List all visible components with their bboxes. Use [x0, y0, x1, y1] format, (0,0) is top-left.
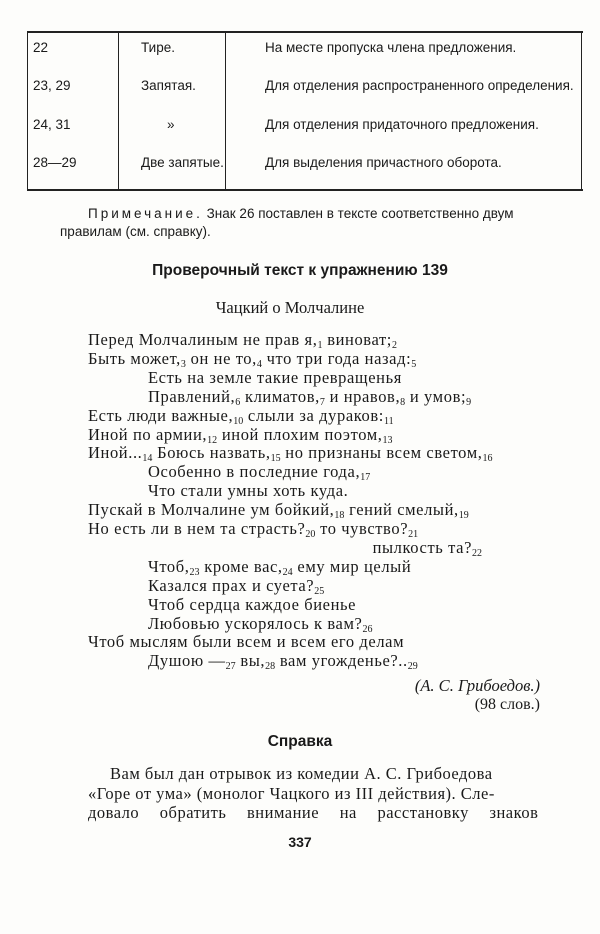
punctuation-mark-number: 11 — [383, 415, 394, 427]
poem-text: то чувство? — [315, 519, 409, 538]
punctuation-mark-number: 24 — [282, 566, 293, 578]
punctuation-mark-number: 22 — [472, 547, 482, 559]
punctuation-mark-number: 18 — [334, 510, 345, 522]
note-text-cont: правилам (см. справку). — [60, 224, 211, 239]
poem-text: Чтоб сердца каждое биенье — [148, 594, 357, 614]
page-number: 337 — [288, 834, 312, 850]
poem-text: Но есть ли в нем та страсть? — [88, 519, 306, 538]
punctuation-mark-number: 23 — [189, 566, 200, 578]
punctuation-mark-number: 8 — [400, 396, 406, 408]
poem-text: что три года назад: — [261, 348, 412, 368]
poem-line — [88, 519, 418, 540]
table-border — [581, 33, 582, 189]
poem-text: Казался прах и суета? — [148, 575, 315, 595]
poem-line — [88, 500, 469, 521]
punctuation-mark-number: 21 — [408, 529, 419, 540]
column-divider — [118, 33, 119, 189]
poem-line — [373, 538, 482, 559]
rule: Для отделения придаточного предложения. — [265, 117, 539, 132]
punctuation-mark-number: 7 — [319, 396, 325, 408]
poem-text: Пускай в Молчалине ум бойкий, — [88, 500, 335, 520]
poem-text: Чтоб мыслям были всем и всем его делам — [88, 632, 405, 652]
poem-text: и умов; — [405, 386, 467, 406]
poem-line — [148, 651, 418, 672]
poem-line — [88, 406, 394, 427]
column-divider — [225, 33, 226, 189]
poem-text: Есть люди важные, — [88, 405, 234, 425]
poem-text: Особенно в последние года, — [148, 462, 361, 482]
punctuation-mark-number: 3 — [180, 358, 186, 370]
poem-text: климатов, — [240, 386, 320, 406]
poem-text: Перед Молчалиным не прав я, — [88, 330, 318, 349]
poem-text: Быть может, — [88, 348, 181, 368]
note-label: Примечание. — [88, 206, 203, 221]
punctuation-mark-number: 28 — [265, 661, 276, 673]
punctuation-mark-number: 25 — [314, 585, 325, 597]
poem-line — [148, 557, 411, 578]
punctuation-mark-number: 2 — [391, 340, 397, 351]
poem-text: Боюсь назвать, — [152, 443, 271, 463]
poem-line — [148, 576, 324, 597]
reference-line: довало обратить внимание на расстановку знаков — [88, 803, 539, 822]
poem-text: и нравов, — [324, 386, 401, 406]
poem-text: Иной... — [88, 443, 143, 463]
poem-text: виноват; — [322, 330, 392, 349]
note-text: Знак 26 поставлен в тексте соответственно двум — [206, 206, 514, 221]
poem-line — [148, 481, 348, 501]
sign-type: Две запятые. — [141, 155, 224, 170]
poem-text: вам угожденье?.. — [275, 651, 408, 671]
poem-text: Любовью ускорялось к вам? — [148, 613, 363, 633]
poem-text: ему мир целый — [292, 556, 412, 576]
poem-line — [88, 425, 393, 446]
punctuation-mark-number: 12 — [207, 434, 218, 446]
rule: Для отделения распространенного определения. — [265, 78, 574, 93]
punctuation-mark-number: 29 — [407, 661, 418, 673]
poem-text: кроме вас, — [199, 556, 283, 576]
punctuation-mark-number: 14 — [142, 453, 153, 465]
punctuation-mark-number: 27 — [225, 661, 236, 673]
punctuation-mark-number: 15 — [270, 453, 281, 465]
poem-text: он не то, — [185, 348, 257, 368]
rule: На месте пропуска члена предложения. — [265, 40, 517, 55]
punctuation-mark-number: 13 — [382, 434, 393, 446]
poem-text: Есть на земле такие превращенья — [148, 367, 402, 387]
poem-line — [88, 349, 416, 370]
poem-text: слыли за дураков: — [243, 405, 384, 425]
punctuation-mark-number: 4 — [256, 358, 262, 370]
punctuation-mark-number: 20 — [305, 529, 316, 540]
punctuation-mark-number: 1 — [317, 340, 323, 351]
poem-text: Что стали умны хоть куда. — [148, 481, 349, 501]
note — [88, 206, 514, 221]
poem-line — [148, 368, 402, 388]
poem-line — [88, 632, 404, 652]
poem-line — [148, 462, 370, 483]
poem-author: (А. С. Грибоедов.) — [414, 676, 540, 695]
poem-text: Правлений, — [148, 386, 236, 406]
poem-line — [88, 443, 492, 464]
punctuation-mark-number: 26 — [362, 623, 373, 635]
poem-text: Чтоб, — [148, 556, 190, 576]
sign-type: Запятая. — [141, 78, 196, 93]
punctuation-mark-number: 6 — [235, 396, 241, 408]
rule: Для выделения причастного оборота. — [265, 155, 502, 170]
exercise-heading: Проверочный текст к упражнению 139 — [152, 262, 448, 279]
sign-number: 28—29 — [33, 155, 77, 170]
word-count: (98 слов.) — [474, 696, 540, 713]
poem-text: пылкость та? — [372, 537, 472, 557]
punctuation-mark-number: 5 — [411, 358, 417, 370]
poem-text: Иной по армии, — [88, 424, 208, 444]
poem-line — [148, 595, 356, 615]
poem-text: гений смелый, — [344, 500, 459, 520]
punctuation-mark-number: 9 — [466, 396, 472, 408]
reference-heading: Справка — [267, 733, 333, 750]
sign-type: » — [167, 117, 175, 132]
poem-line — [88, 330, 397, 351]
sign-number: 24, 31 — [33, 117, 71, 132]
poem-line — [148, 387, 471, 408]
table-border — [27, 33, 28, 189]
punctuation-mark-number: 10 — [233, 415, 244, 427]
punctuation-mark-number: 16 — [482, 453, 493, 465]
sign-number: 23, 29 — [33, 78, 71, 93]
poem-text: Душою — — [148, 651, 226, 671]
sign-type: Тире. — [141, 40, 175, 55]
punctuation-mark-number: 19 — [458, 510, 469, 522]
poem-text: вы, — [235, 651, 266, 671]
reference-line: «Горе от ума» (монолог Чацкого из III действия). Сле- — [88, 784, 495, 803]
poem-title: Чацкий о Молчалине — [215, 298, 365, 317]
sign-number: 22 — [33, 40, 49, 55]
poem-text: но признаны всем светом, — [280, 443, 483, 463]
reference-line: Вам был дан отрывок из комедии А. С. Грибоедова — [110, 764, 493, 783]
poem-text: иной плохим поэтом, — [217, 424, 383, 444]
punctuation-mark-number: 17 — [360, 472, 371, 484]
poem-line — [148, 614, 372, 635]
punctuation-table — [27, 31, 583, 191]
